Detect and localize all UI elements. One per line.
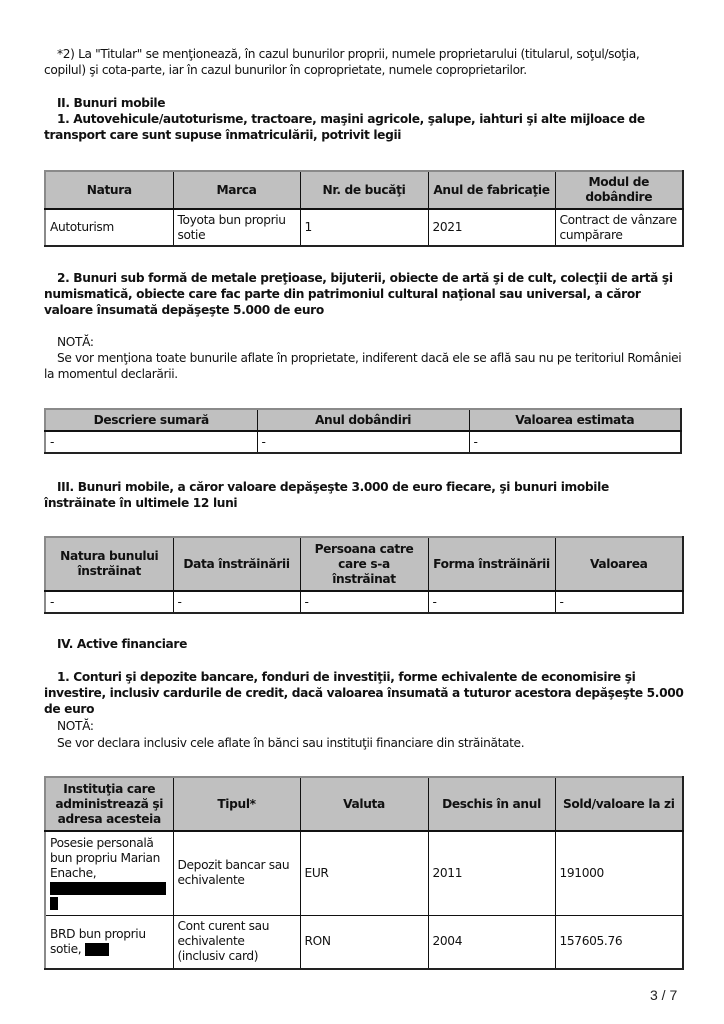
column-header: Modul de dobândire [555,171,683,209]
table-header-row [45,409,681,431]
vehicles-table [44,170,684,247]
column-header: Anul dobândiri [257,409,469,431]
section-2-title: II. Bunuri mobile [57,96,166,110]
redaction-block [50,882,166,895]
table-cell: - [257,431,469,453]
table-cell: Depozit bancar sau echivalente [173,831,300,915]
table-cell: - [555,591,683,613]
table-cell: 191000 [555,831,683,915]
note-label: NOTĂ: [57,335,94,349]
table-row [45,915,683,969]
column-header: Anul de fabricaţie [428,171,555,209]
column-header: Nr. de bucăţi [300,171,428,209]
table-cell: - [45,591,173,613]
section-3-title: III. Bunuri mobile, a căror valoare depăşeşte 3.000 de euro fiecare, şi bunuri imobile înstrăinate în ultimele 12 luni [44,480,609,510]
section-4-1-title: 1. Conturi şi depozite bancare, fonduri de investiţii, forme echivalente de economisire şi investire, inclusiv cardurile de credit, dacă valoarea însumată a tuturor acestora depăşeşte 5.000 de euro [44,670,684,716]
table-cell [45,915,173,969]
column-header: Deschis în anul [428,777,555,831]
table-row [45,591,683,613]
column-header: Descriere sumară [45,409,257,431]
table-cell: Contract de vânzare cumpărare [555,209,683,246]
table-header-row [45,537,683,591]
footnote: *2) La "Titular" se menţionează, în cazul bunurilor proprii, numele proprietarului (titularul, soţul/soţia, copilul) şi cota-parte, iar în cazul bunurilor în coproprietate, numele coproprietarilor. [44,47,640,77]
column-header: Valoarea [555,537,683,591]
table-row [45,831,683,915]
section-2-2-title: 2. Bunuri sub formă de metale preţioase, bijuterii, obiecte de artă şi de cult, colecţii de artă şi numismatică, obiecte care fac parte din patrimoniul cultural naţional sau universal, a căror valoare însumată depăşeşte 5.000 de euro [44,271,673,317]
table-cell: - [469,431,681,453]
table-cell [45,831,173,915]
table-cell: - [45,431,257,453]
alienated-assets-table [44,536,684,614]
column-header: Valuta [300,777,428,831]
table-cell: 2011 [428,831,555,915]
table-cell: - [428,591,555,613]
column-header: Valoarea estimata [469,409,681,431]
institution-text: BRD bun propriu sotie, [50,926,146,956]
redaction-block [85,943,109,956]
table-cell: Autoturism [45,209,173,246]
column-header: Forma înstrăinării [428,537,555,591]
column-header: Marca [173,171,300,209]
section-4-title: IV. Active financiare [57,637,187,651]
table-cell: 2004 [428,915,555,969]
table-header-row [45,777,683,831]
table-cell: - [173,591,300,613]
column-header: Persoana catre care s-a înstrăinat [300,537,428,591]
column-header: Tipul* [173,777,300,831]
page-number: 3 / 7 [650,987,678,1003]
table-cell: - [300,591,428,613]
table-cell: 1 [300,209,428,246]
column-header: Instituţia care administrează şi adresa acesteia [45,777,173,831]
table-cell: 157605.76 [555,915,683,969]
institution-text: Posesie personală bun propriu Marian Enache, [50,835,160,880]
table-cell: EUR [300,831,428,915]
bank-accounts-table [44,776,684,970]
column-header: Data înstrăinării [173,537,300,591]
note-label: NOTĂ: [57,719,94,733]
table-cell: Cont curent sau echivalente (inclusiv card) [173,915,300,969]
note-text: Se vor declara inclusiv cele aflate în bănci sau instituţii financiare din străinătate. [57,736,525,750]
column-header: Natura bunului înstrăinat [45,537,173,591]
table-header-row [45,171,683,209]
table-cell: 2021 [428,209,555,246]
redaction-block [50,897,58,910]
table-cell: RON [300,915,428,969]
column-header: Natura [45,171,173,209]
table-row [45,209,683,246]
table-cell: Toyota bun propriu sotie [173,209,300,246]
section-2-1-title: 1. Autovehicule/autoturisme, tractoare, maşini agricole, şalupe, iahturi şi alte mijloace de transport care sunt supuse înmatriculării, potrivit legii [44,112,645,142]
column-header: Sold/valoare la zi [555,777,683,831]
valuables-table [44,408,682,454]
note-text: Se vor menţiona toate bunurile aflate în proprietate, indiferent dacă ele se află sau nu pe teritoriul României la momentul declarării. [44,351,682,381]
table-row [45,431,681,453]
